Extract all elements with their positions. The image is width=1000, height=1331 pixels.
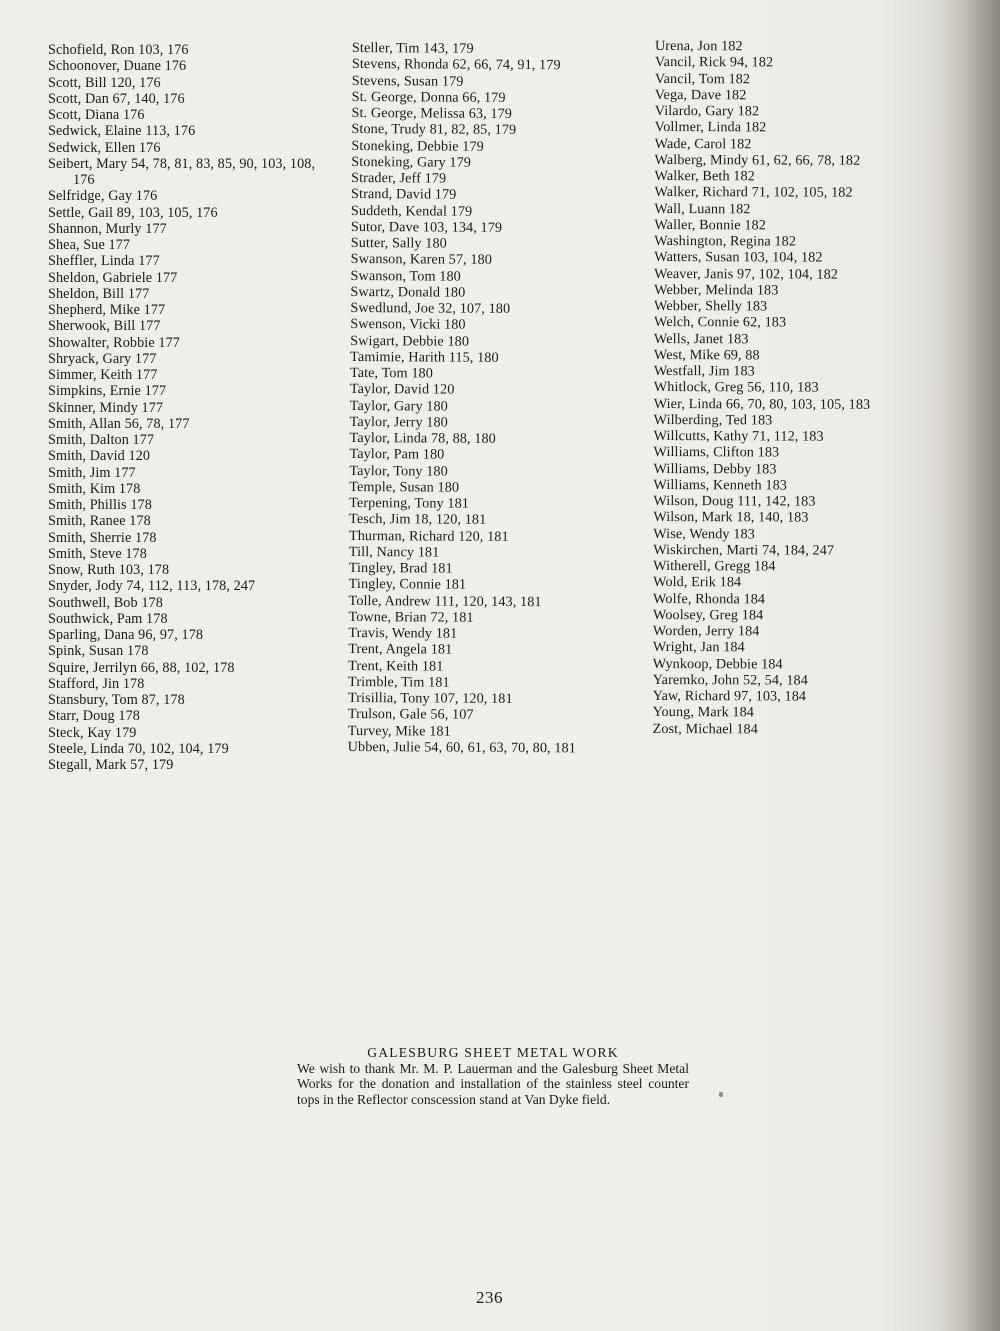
acknowledgement-title: GALESBURG SHEET METAL WORK — [367, 1045, 619, 1060]
index-entry: Tate, Tom 180 — [349, 364, 433, 382]
index-entry: Stegall, Mark 57, 179 — [48, 757, 174, 773]
index-entry: Wilberding, Ted 183 — [653, 411, 773, 429]
index-entry: Stoneking, Gary 179 — [351, 153, 472, 171]
index-entry: Tingley, Connie 181 — [348, 576, 467, 593]
index-entry: Wiskirchen, Marti 74, 184, 247 — [653, 541, 835, 559]
index-entry: Simmer, Keith 177 — [48, 367, 158, 383]
index-entry: Schoonover, Duane 176 — [48, 58, 187, 75]
index-entry: Vancil, Tom 182 — [654, 70, 751, 87]
index-entry: Schofield, Ron 103, 176 — [48, 42, 189, 58]
index-entry: Smith, Ranee 178 — [48, 513, 151, 530]
index-entry: Suddeth, Kendal 179 — [350, 202, 473, 220]
index-entry: Trent, Angela 181 — [348, 641, 453, 658]
index-entry: Stoneking, Debbie 179 — [351, 137, 484, 155]
index-entry: Tolle, Andrew 111, 120, 143, 181 — [348, 592, 542, 610]
index-entry: Trent, Keith 181 — [348, 657, 444, 675]
index-entry: Sutor, Dave 103, 134, 179 — [350, 218, 503, 236]
index-entry: Webber, Shelly 183 — [654, 297, 768, 315]
index-entry: Swartz, Donald 180 — [350, 283, 466, 301]
index-entry: Starr, Doug 178 — [48, 708, 140, 725]
index-entry: Till, Nancy 181 — [348, 543, 440, 561]
index-entry: Walker, Beth 182 — [654, 167, 755, 185]
index-entry: Vollmer, Linda 182 — [654, 119, 767, 136]
index-entry: Stone, Trudy 81, 82, 85, 179 — [351, 121, 517, 139]
index-entry: Terpening, Tony 181 — [349, 494, 470, 512]
index-entry: Shepherd, Mike 177 — [48, 302, 166, 318]
index-entry: Taylor, Jerry 180 — [349, 413, 448, 431]
acknowledgement-note — [297, 1045, 689, 1107]
index-entry: Williams, Kenneth 183 — [653, 476, 787, 494]
index-entry: Whitlock, Greg 56, 110, 183 — [653, 379, 819, 396]
index-entry: Swigart, Debbie 180 — [350, 332, 470, 350]
index-entry: Wold, Erik 184 — [653, 574, 742, 591]
index-entry: Stevens, Rhonda 62, 66, 74, 91, 179 — [351, 56, 561, 74]
index-entry: Young, Mark 184 — [652, 704, 755, 721]
index-entry: Vega, Dave 182 — [654, 86, 747, 104]
index-entry: Wilson, Doug 111, 142, 183 — [653, 492, 816, 510]
index-entry: Snow, Ruth 103, 178 — [48, 562, 170, 578]
index-entry: St. George, Donna 66, 179 — [351, 88, 506, 106]
index-entry: St. George, Melissa 63, 179 — [351, 104, 513, 122]
index-entry: Southwick, Pam 178 — [48, 610, 168, 627]
index-entry: Thurman, Richard 120, 181 — [348, 527, 509, 545]
index-entry: Steele, Linda 70, 102, 104, 179 — [48, 740, 229, 757]
print-speck — [719, 1092, 723, 1097]
index-entry: Wynkoop, Debbie 184 — [652, 655, 783, 672]
index-entry: Sheffler, Linda 177 — [48, 253, 160, 270]
index-entry: Scott, Bill 120, 176 — [48, 74, 161, 91]
index-entry: Wright, Jan 184 — [652, 639, 745, 656]
index-entry: Scott, Diana 176 — [48, 107, 145, 123]
index-entry: Witherell, Gregg 184 — [653, 557, 776, 575]
index-entry: Squire, Jerrilyn 66, 88, 102, 178 — [48, 659, 235, 676]
index-entry: Smith, Steve 178 — [48, 545, 147, 562]
index-entry: Southwell, Bob 178 — [48, 594, 163, 611]
index-entry: Taylor, Pam 180 — [349, 446, 445, 463]
index-entry: Sheldon, Gabriele 177 — [48, 269, 178, 286]
index-entry: Shea, Sue 177 — [48, 237, 131, 253]
index-entry: Stansbury, Tom 87, 178 — [48, 692, 185, 708]
index-entry: Steller, Tim 143, 179 — [351, 40, 474, 57]
index-entry: Stafford, Jin 178 — [48, 675, 145, 692]
index-entry: Zost, Michael 184 — [652, 720, 758, 737]
index-entry: Sedwick, Elaine 113, 176 — [48, 123, 196, 140]
index-entry: Walberg, Mindy 61, 62, 66, 78, 182 — [654, 151, 861, 169]
index-entry: Swanson, Tom 180 — [350, 267, 461, 285]
index-entry: Smith, Kim 178 — [48, 480, 141, 497]
index-column-2 — [348, 40, 642, 757]
index-entry: Washington, Regina 182 — [654, 232, 797, 250]
index-entry: Skinner, Mindy 177 — [48, 399, 164, 416]
index-entry: Willcutts, Kathy 71, 112, 183 — [653, 427, 824, 445]
index-entry: Selfridge, Gay 176 — [48, 188, 158, 205]
index-entry: Smith, Dalton 177 — [48, 432, 155, 448]
index-entry: Wise, Wendy 183 — [653, 525, 755, 542]
index-entry: Smith, Allan 56, 78, 177 — [48, 415, 190, 432]
index-entry: Vancil, Rick 94, 182 — [654, 54, 774, 71]
index-entry: Watters, Susan 103, 104, 182 — [654, 249, 823, 266]
index-entry: Spink, Susan 178 — [48, 643, 149, 660]
index-entry: Strader, Jeff 179 — [351, 169, 447, 187]
index-entry: Westfall, Jim 183 — [653, 362, 755, 380]
index-entry: Shannon, Murly 177 — [48, 220, 167, 237]
index-entry: Seibert, Mary 54, 78, 81, 83, 85, 90, 103, 108, 176 — [48, 155, 316, 188]
index-entry: Yaw, Richard 97, 103, 184 — [652, 687, 807, 705]
index-entry: Settle, Gail 89, 103, 105, 176 — [48, 204, 218, 221]
index-entry: Tamimie, Harith 115, 180 — [350, 348, 499, 366]
index-entry: Showalter, Robbie 177 — [48, 334, 180, 351]
index-entry: Sheldon, Bill 177 — [48, 285, 150, 302]
index-entry: Smith, Sherrie 178 — [48, 529, 157, 546]
index-entry: Trimble, Tim 181 — [348, 673, 450, 691]
index-entry: Temple, Susan 180 — [349, 478, 460, 496]
index-entry: Steck, Kay 179 — [48, 724, 137, 741]
index-entry: Weaver, Janis 97, 102, 104, 182 — [654, 265, 839, 283]
index-entry: Sedwick, Ellen 176 — [48, 139, 161, 156]
index-entry: Wier, Linda 66, 70, 80, 103, 105, 183 — [653, 395, 871, 413]
index-entry: Swedlund, Joe 32, 107, 180 — [350, 299, 511, 317]
index-entry: Taylor, Tony 180 — [349, 462, 448, 480]
index-entry: Taylor, David 120 — [349, 381, 455, 398]
index-entry: Trisillia, Tony 107, 120, 181 — [347, 689, 513, 707]
index-entry: Tesch, Jim 18, 120, 181 — [349, 511, 487, 529]
index-column-1 — [48, 42, 338, 773]
index-entry: Worden, Jerry 184 — [652, 622, 760, 640]
index-entry: Tingley, Brad 181 — [348, 559, 453, 577]
index-entry: Wade, Carol 182 — [654, 135, 752, 152]
index-entry: Urena, Jon 182 — [654, 38, 743, 55]
index-entry: Travis, Wendy 181 — [348, 624, 458, 642]
acknowledgement-body: We wish to thank Mr. M. P. Lauerman and the Galesburg Sheet Metal Works for the donation and installation of the stainless steel counter tops in the Reflector conscession stand at Van Dyke field. — [297, 1060, 689, 1107]
index-entry: Waller, Bonnie 182 — [654, 216, 766, 234]
binding-shadow — [938, 0, 1000, 1331]
index-entry: Sparling, Dana 96, 97, 178 — [48, 627, 204, 643]
index-entry: Wilson, Mark 18, 140, 183 — [653, 509, 809, 526]
index-entry: Wells, Janet 183 — [653, 330, 749, 347]
index-entry: Williams, Clifton 183 — [653, 444, 780, 461]
index-entry: Trulson, Gale 56, 107 — [347, 706, 474, 724]
index-entry: Smith, Jim 177 — [48, 464, 136, 481]
index-entry: Swenson, Vicki 180 — [350, 316, 466, 333]
index-entry: Shryack, Gary 177 — [48, 350, 157, 367]
index-entry: Wall, Luann 182 — [654, 200, 751, 217]
index-entry: Welch, Connie 62, 183 — [653, 314, 787, 331]
index-column-3 — [653, 38, 945, 738]
index-entry: Webber, Melinda 183 — [654, 281, 779, 299]
page-number: 236 — [476, 1288, 503, 1307]
index-entry: Yaremko, John 52, 54, 184 — [652, 671, 808, 689]
index-entry: Wolfe, Rhonda 184 — [653, 590, 766, 607]
index-entry: Williams, Debby 183 — [653, 460, 777, 477]
index-entry: Snyder, Jody 74, 112, 113, 178, 247 — [48, 578, 256, 595]
index-entry: Towne, Brian 72, 181 — [348, 608, 474, 626]
index-entry: Swanson, Karen 57, 180 — [350, 251, 493, 269]
index-entry: Ubben, Julie 54, 60, 61, 63, 70, 80, 181 — [347, 738, 576, 757]
index-entry: Woolsey, Greg 184 — [652, 606, 764, 624]
index-entry: Taylor, Linda 78, 88, 180 — [349, 429, 496, 447]
index-entry: Vilardo, Gary 182 — [654, 102, 760, 120]
index-entry: Scott, Dan 67, 140, 176 — [48, 90, 185, 107]
index-entry: Turvey, Mike 181 — [347, 722, 451, 740]
index-entry: Strand, David 179 — [351, 186, 457, 203]
index-entry: Smith, David 120 — [48, 448, 151, 465]
index-entry: Sutter, Sally 180 — [350, 234, 447, 252]
index-entry: Smith, Phillis 178 — [48, 497, 152, 513]
index-entry: Simpkins, Ernie 177 — [48, 383, 167, 400]
index-entry: Sherwook, Bill 177 — [48, 318, 161, 335]
index-entry: Taylor, Gary 180 — [349, 397, 448, 415]
index-entry: Walker, Richard 71, 102, 105, 182 — [654, 184, 853, 201]
index-entry: Stevens, Susan 179 — [351, 72, 464, 90]
index-entry: West, Mike 69, 88 — [653, 346, 760, 364]
